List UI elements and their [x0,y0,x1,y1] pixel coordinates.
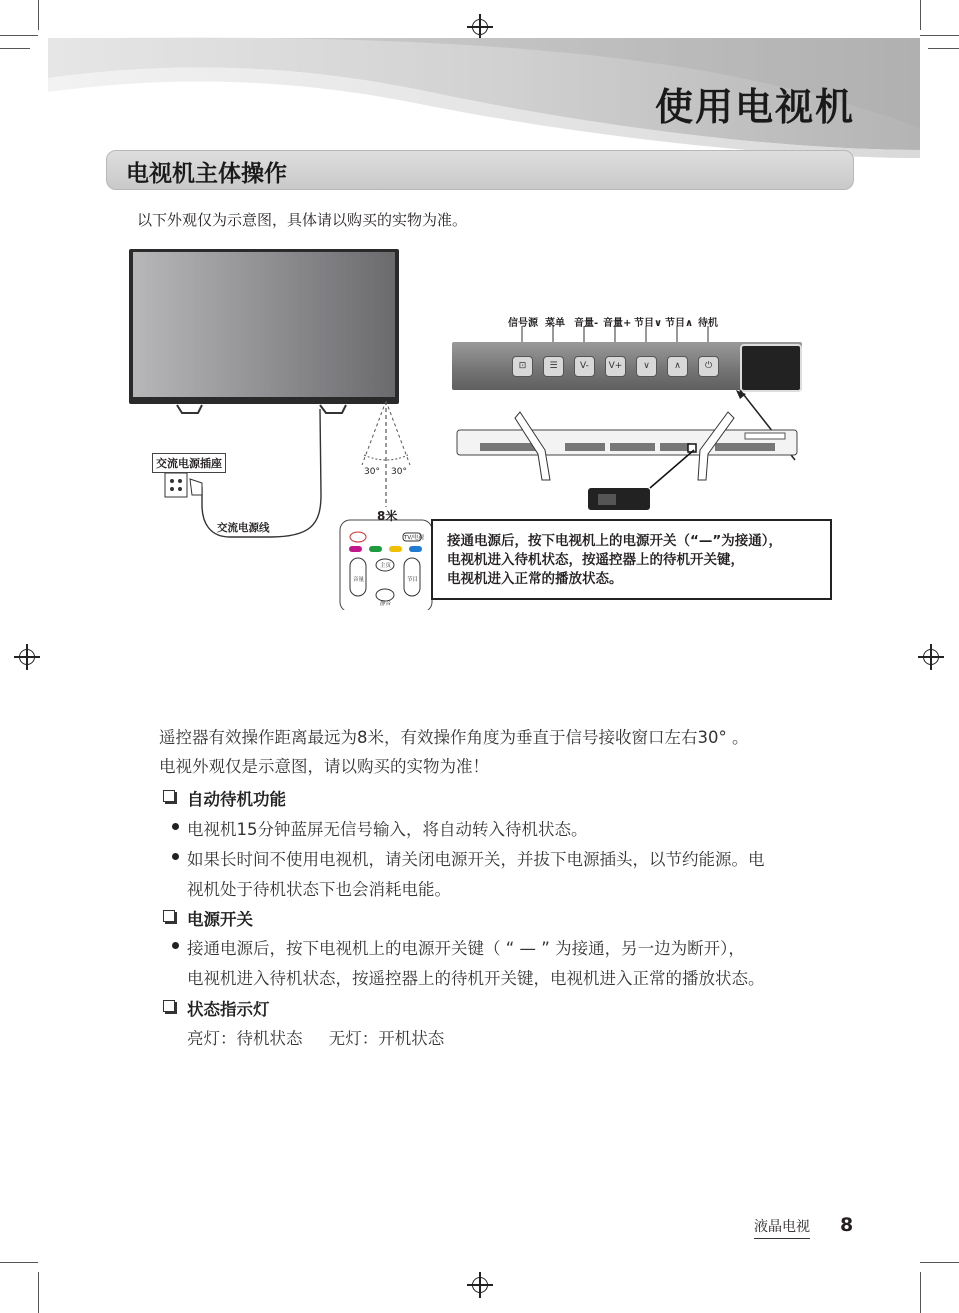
tv-wiring-diagram [120,395,440,610]
socket-label: 交流电源插座 [152,453,226,473]
auto-standby-bullet-1: 电视机15分钟蓝屏无信号输入，将自动转入待机状态。 [187,820,588,839]
standby-button-icon: ⏻ [698,356,719,377]
source-button-icon: ⊡ [512,356,533,377]
chapter-title: 使用电视机 [654,85,855,129]
status-indicator-line: 亮灯：待机状态 无灯：开机状态 [187,1029,445,1048]
volume-down-button-icon: V- [574,356,595,377]
cord-label: 交流电源线 [217,522,270,534]
intro-text: 以下外观仅为示意图，具体请以购买的实物为准。 [137,211,468,229]
button-label-volume-up: 音量+ [603,318,632,329]
button-label-channel-down: 节目∨ [634,318,663,329]
button-label-volume-down: 音量- [574,318,599,329]
power-switch-continuation: 电视机进入待机状态，按遥控器上的待机开关键，电视机进入正常的播放状态。 [187,969,765,988]
crop-mark [920,1272,921,1313]
remote-volume-label: 音量 [353,577,365,583]
heading-status-indicator: 状态指示灯 [187,1000,270,1019]
registration-mark-icon [923,649,939,665]
checkbox-icon [163,910,175,922]
section-title: 电视机主体操作 [126,161,287,187]
crop-mark [38,1272,39,1313]
channel-down-button-icon: ∨ [636,356,657,377]
bullet-icon [172,853,179,860]
remote-tv-label: TV/电视 [404,535,424,541]
menu-button-icon: ☰ [543,356,564,377]
callout-line-3: 电视机进入正常的播放状态。 [447,571,623,587]
button-label-source: 信号源 [508,318,538,329]
heading-auto-standby: 自动待机功能 [187,790,286,809]
channel-up-button-icon: ∧ [667,356,688,377]
button-label-menu: 菜单 [545,318,565,329]
crop-mark [0,1262,38,1263]
tv-screen [133,252,395,397]
checkbox-icon [163,1000,175,1012]
volume-up-button-icon: V+ [605,356,626,377]
angle-left-label: 30° [364,467,380,477]
button-label-standby: 待机 [698,318,718,329]
button-label-channel-up: 节目∧ [665,318,694,329]
auto-standby-continuation: 视机处于待机状态下也会消耗电能。 [187,880,451,899]
bullet-icon [172,823,179,830]
checkbox-icon [163,790,175,802]
bullet-icon [172,942,179,949]
power-switch-closeup [740,344,802,392]
note-line-1: 遥控器有效操作距离最远为8米，有效操作角度为垂直于信号接收窗口左右30° 。 [159,728,749,747]
remote-mute-label: 静音 [380,601,392,607]
footer-label: 液晶电视 [754,1216,810,1239]
remote-home-label: 主页 [380,563,392,569]
distance-label: 8米 [377,509,398,523]
registration-mark-icon [472,1277,488,1293]
page-number: 8 [840,1214,854,1236]
power-instructions-callout [431,519,832,600]
power-switch-bullet-1: 接通电源后，按下电视机上的电源开关键（ “ — ” 为接通，另一边为断开）， [187,939,745,958]
callout-line-2: 电视机进入待机状态，按遥控器上的待机开关键， [447,552,744,568]
heading-power-switch: 电源开关 [187,910,253,929]
registration-mark-icon [19,649,35,665]
callout-line-1: 接通电源后，按下电视机上的电源开关（“—”为接通）， [447,533,782,549]
tv-base-illustration [450,390,810,515]
note-line-2: 电视外观仅是示意图，请以购买的实物为准！ [159,757,489,776]
angle-right-label: 30° [391,467,407,477]
crop-mark [920,1262,959,1263]
remote-channel-label: 节目 [407,577,419,583]
auto-standby-bullet-2: 如果长时间不使用电视机，请关闭电源开关，并拔下电源插头，以节约能源。电 [187,850,765,869]
